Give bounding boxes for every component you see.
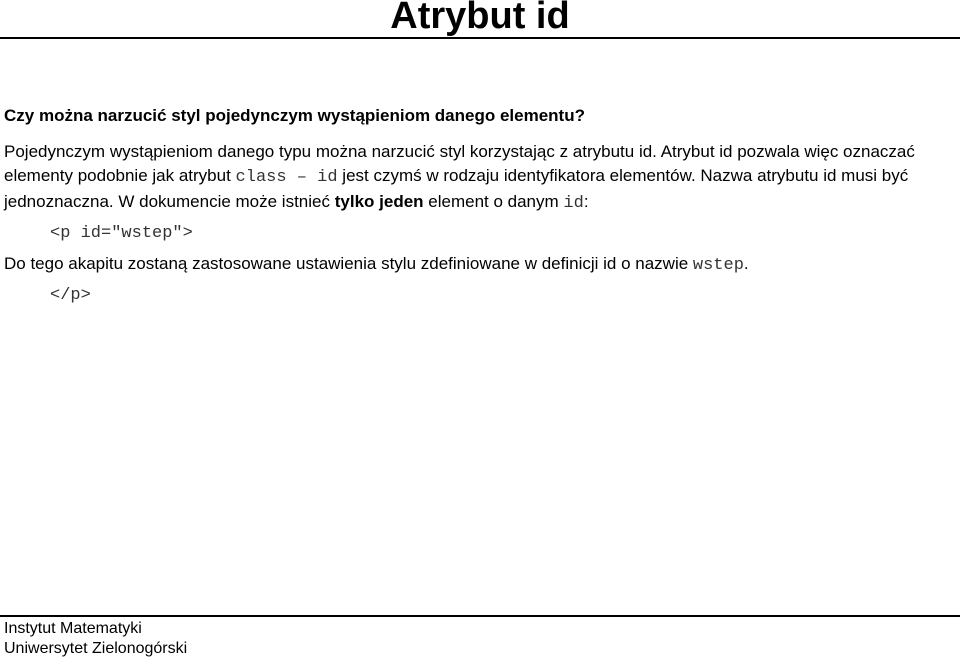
paragraph-text-4: : bbox=[583, 192, 589, 211]
paragraph-text-1: Pojedynczym wystąpieniom danego typu można narzucić styl korzystając z atrybutu id. Atrybut id pozwala więc oznaczać elementy podobnie jak atrybut bbox=[4, 142, 915, 185]
footer-institute: Instytut Matematyki bbox=[4, 620, 142, 637]
emphasis-only-one: tylko jeden bbox=[334, 192, 424, 211]
paragraph-example bbox=[4, 252, 954, 278]
slide-title: Atrybut id bbox=[390, 0, 570, 37]
footer-divider bbox=[0, 615, 960, 617]
inline-code-wstep: wstep bbox=[692, 256, 744, 275]
slide-content bbox=[4, 104, 954, 314]
inline-code-id: id bbox=[563, 194, 584, 213]
paragraph-text-3: element o danym bbox=[423, 192, 564, 211]
paragraph-explanation bbox=[4, 140, 954, 216]
example-text-2: . bbox=[743, 254, 749, 273]
paragraph-text-2: jest czymś w rodzaju identyfikatora elementów. Nazwa atrybutu id musi być jednoznaczna. W dokumencie może istnieć bbox=[4, 166, 909, 211]
code-open-tag: <p id="wstep"> bbox=[50, 224, 193, 243]
example-text-1: Do tego akapitu zostaną zastosowane ustawienia stylu zdefiniowane w definicji id o nazwie bbox=[4, 254, 693, 273]
footer-university: Uniwersytet Zielonogórski bbox=[4, 640, 188, 657]
inline-code-class-id: class – id bbox=[235, 168, 338, 187]
question-heading: Czy można narzucić styl pojedynczym wystąpieniom danego elementu? bbox=[4, 106, 585, 125]
footer bbox=[4, 619, 187, 659]
title-divider bbox=[0, 37, 960, 39]
code-close-tag: </p> bbox=[50, 286, 91, 305]
